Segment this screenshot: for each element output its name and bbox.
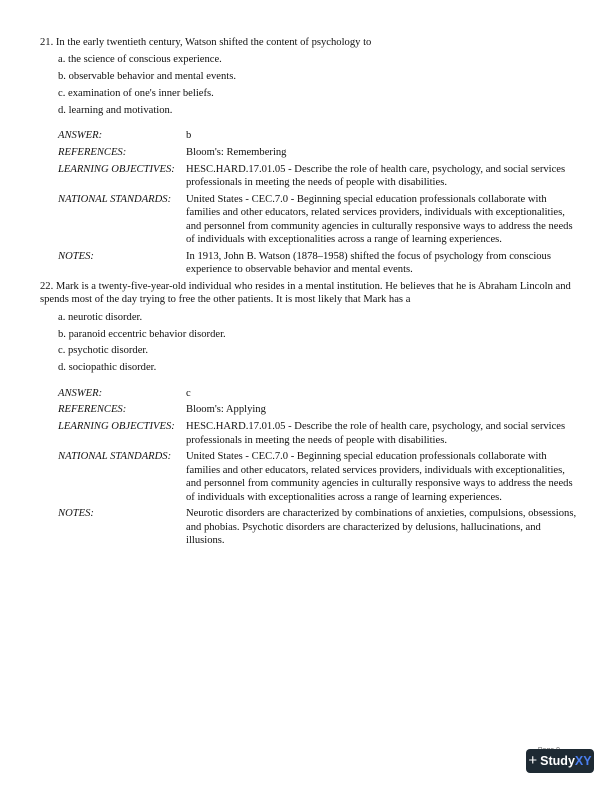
meta-key: LEARNING OBJECTIVES:	[58, 421, 175, 433]
question-metadata	[58, 387, 580, 548]
meta-learning-objectives	[58, 420, 580, 447]
meta-key: NOTES:	[58, 251, 94, 263]
meta-value: HESC.HARD.17.01.05 - Describe the role of health care, psychology, and social services professionals in meeting the needs of people with disabilities.	[186, 163, 566, 189]
meta-value: United States - CEC.7.0 - Beginning special education professionals collaborate with families and other educators, related services providers, individuals with exceptionalities, and personnel from community agencies in culturally responsive ways to address the needs of individuals with exceptionalities across a range of learning experiences.	[186, 451, 573, 503]
question-text: In the early twentieth century, Watson shifted the content of psychology to	[55, 37, 372, 48]
meta-learning-objectives	[58, 163, 580, 190]
meta-value: Bloom's: Remembering	[186, 147, 287, 158]
option-c: c. examination of one's inner beliefs.	[58, 88, 214, 99]
answer-options	[58, 53, 580, 117]
question-stem	[40, 36, 580, 49]
meta-answer	[58, 387, 580, 400]
badge-study-text: Study	[540, 754, 575, 768]
option-b: b. paranoid eccentric behavior disorder.	[58, 328, 226, 340]
option-a: a. the science of conscious experience.	[58, 54, 222, 66]
meta-value: United States - CEC.7.0 - Beginning special education professionals collaborate with families and other educators, related services providers, individuals with exceptionalities, and personnel from community agencies in culturally responsive ways to address the needs of individuals with exceptionalities across a range of learning experiences.	[186, 194, 573, 246]
badge-xy-text: XY	[574, 754, 592, 768]
meta-value: b	[186, 130, 192, 142]
meta-key: NATIONAL STANDARDS:	[58, 451, 172, 463]
meta-key: NOTES:	[58, 508, 94, 520]
option-a: a. neurotic disorder.	[58, 311, 143, 323]
meta-references	[58, 146, 580, 159]
meta-value: Bloom's: Applying	[186, 404, 266, 416]
question-metadata	[58, 129, 580, 277]
meta-answer	[58, 129, 580, 142]
question-21	[40, 36, 580, 280]
question-number: 22.	[40, 281, 54, 292]
meta-key: LEARNING OBJECTIVES:	[58, 163, 175, 175]
studyxy-badge[interactable]	[526, 749, 594, 773]
meta-key: NATIONAL STANDARDS:	[58, 194, 172, 205]
meta-key: REFERENCES:	[58, 147, 127, 158]
option-d: d. learning and motivation.	[58, 104, 173, 116]
meta-notes	[58, 250, 580, 277]
question-22	[40, 280, 580, 551]
option-b: b. observable behavior and mental events.	[58, 71, 236, 83]
meta-value: In 1913, John B. Watson (1878–1958) shifted the focus of psychology from conscious experience to observable behavior and mental events.	[186, 251, 551, 276]
meta-key: ANSWER:	[58, 387, 103, 399]
answer-options	[58, 311, 580, 375]
question-number: 21.	[40, 37, 54, 48]
question-text: Mark is a twenty-five-year-old individual who resides in a mental institution. He believes that he is Abraham Lincoln and spends most of the day trying to free the other patients. It is most likely that Mark has a	[40, 281, 571, 306]
meta-references	[58, 403, 580, 416]
badge-label	[540, 749, 591, 773]
meta-value: HESC.HARD.17.01.05 - Describe the role of health care, psychology, and social services professionals in meeting the needs of people with disabilities.	[186, 421, 566, 446]
option-c: c. psychotic disorder.	[58, 345, 149, 357]
meta-key: REFERENCES:	[58, 404, 127, 416]
option-d: d. sociopathic disorder.	[58, 362, 157, 374]
meta-value: c	[186, 387, 191, 399]
meta-value: Neurotic disorders are characterized by combinations of anxieties, compulsions, obsessions, and phobias. Psychotic disorders are characterized by delusions, hallucinations, and illusions.	[186, 508, 577, 547]
meta-notes	[58, 507, 580, 547]
meta-national-standards	[58, 193, 580, 247]
meta-national-standards	[58, 450, 580, 504]
plus-icon: +	[528, 752, 538, 769]
meta-key: ANSWER:	[58, 130, 103, 142]
question-stem	[40, 280, 580, 307]
